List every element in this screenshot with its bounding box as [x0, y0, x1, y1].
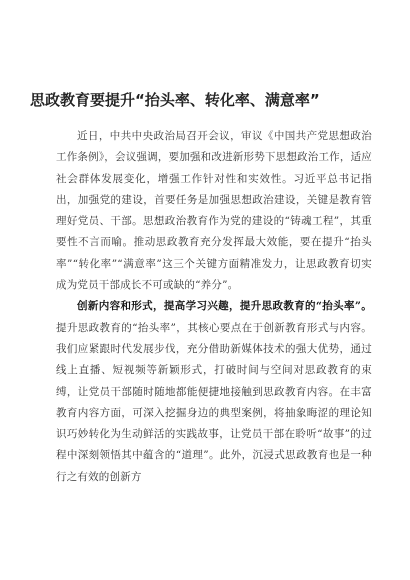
- paragraph-section-1-text: 提升思政教育的“抬头率”，其核心要点在于创新教育形式与内容。我们应紧跟时代发展步伐，充分借助新媒体技术的强大优势，通过线上直播、短视频等新颖形式，打破时间与空间对思政教育的束缚，让党员干部随时随地都能便捷地接触到思政教育内容。在丰富教育内容方面，可深入挖掘身边的典型案例，将抽象晦涩的理论知识巧妙转化为生动鲜活的实践故事，让党员干部在聆听“故事”的过程中深刻领悟其中蕴含的“道理”。此外，沉浸式思政教育也是一种行之有效的创新方: [56, 321, 372, 483]
- paragraph-intro-text: 近日，中共中央政治局召开会议，审议《中国共产党思想政治工作条例》，会议强调，要加强和改进新形势下思想政治工作，适应社会群体发展变化，增强工作针对性和实效性。习近平总书记指出，加强党的建设，首要任务是加强思想政治建设，关键是教育管理好党员、干部。思想政治教育作为党的建设的“铸魂工程”，其重要性不言而喻。推动思政教育充分发挥最大效能，要在提升“抬头率”“转化率”“满意率”这三个关键方面精准发力，让思政教育切实成为党员干部成长不可或缺的“养分”。: [56, 130, 372, 292]
- document-body: [56, 126, 372, 488]
- paragraph-intro: [56, 126, 372, 296]
- document-title: 思政教育要提升“抬头率、转化率、满意率”: [30, 91, 320, 109]
- paragraph-section-1-heading: 创新内容和形式，提高学习兴趣，提升思政教育的“抬头率”。: [77, 300, 372, 313]
- paragraph-section-1: [56, 296, 372, 488]
